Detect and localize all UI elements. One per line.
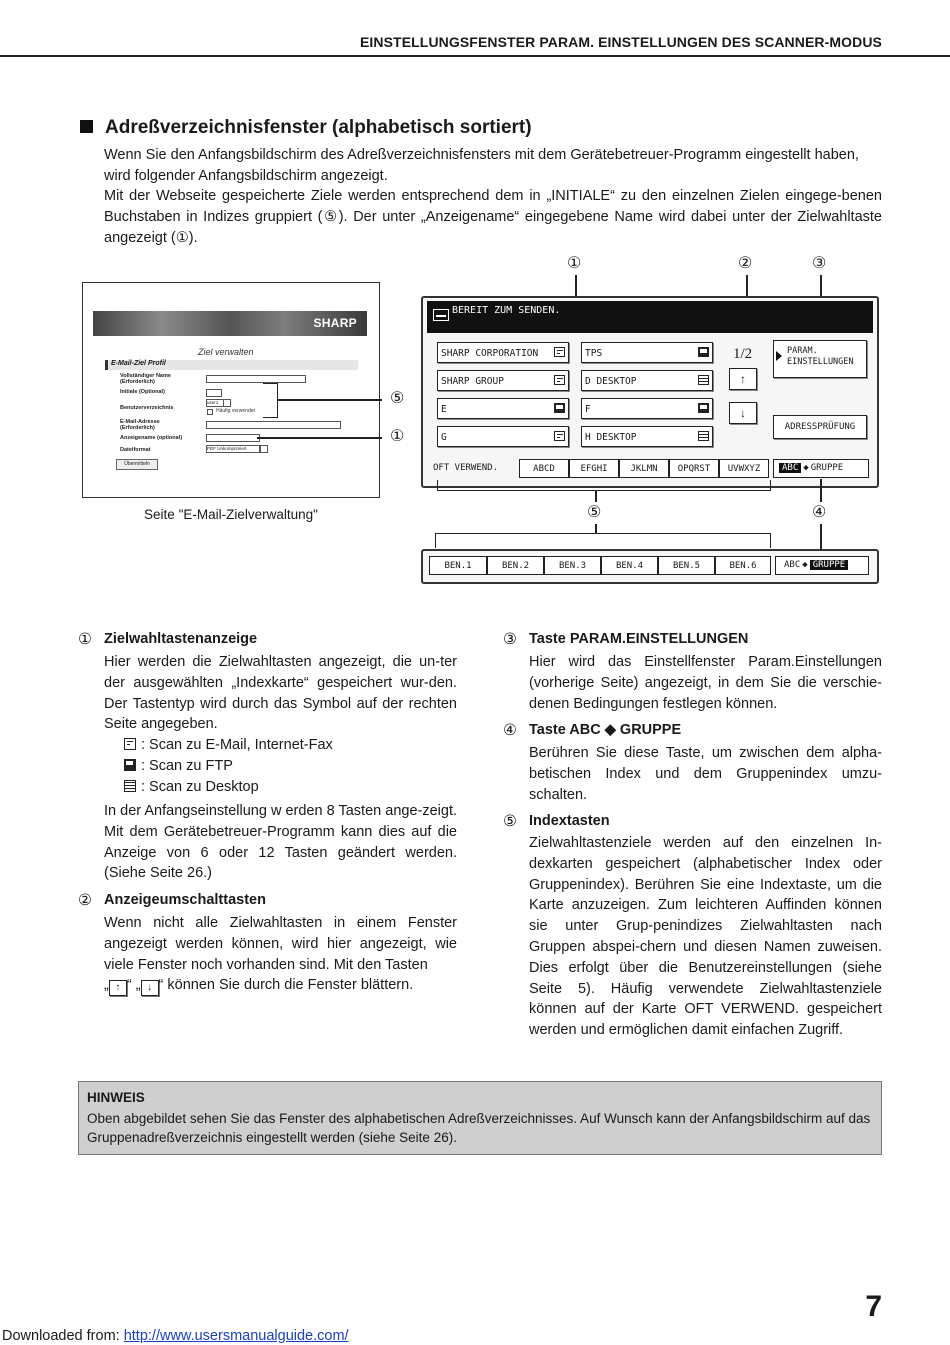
label-user-directory: Benutzerverzeichnis [120,405,174,411]
toggle-abc-label: ABC [779,463,801,473]
item-3-title: Taste PARAM.EINSTELLUNGEN [529,631,749,647]
item-4-text: Berühren Sie diese Taste, um zwischen dem alpha-betischen Index und dem Gruppenindex umzu-schalten. [529,745,882,803]
desktop-icon [698,375,709,385]
header-rule [0,55,950,57]
user-select-arrow[interactable] [223,399,231,407]
panel-status-bar [427,301,873,333]
mail-icon [554,375,565,385]
download-link[interactable]: http://www.usersmanualguide.com/ [123,1328,349,1344]
ftp-icon [554,403,565,413]
label-file-format: Dateiformat [120,447,151,453]
status-icon [433,309,449,321]
section-title-text: Adreßverzeichnisfenster (alphabetisch sortiert) [105,117,532,138]
abc-group-toggle[interactable] [773,459,869,478]
label-email: E-Mail-Adresse (Erforderlich) [120,419,160,431]
abc-group-toggle-2[interactable] [775,556,869,575]
form-title: E-Mail-Ziel Profil [111,360,166,367]
destination-key[interactable]: G [437,426,569,447]
address-book-panel [421,296,879,488]
full-name-field[interactable] [206,375,306,383]
frequent-checkbox[interactable] [207,409,213,415]
running-header: EINSTELLUNGSFENSTER PARAM. EINSTELLUNGEN DES SCANNER-MODUS [359,34,882,50]
callout-2-top: ② [738,255,753,272]
group-tab-5[interactable]: BEN.5 [658,556,715,575]
item-2-number: ② [78,892,92,909]
note-title: HINWEIS [87,1090,145,1105]
destination-key[interactable]: H DESKTOP [581,426,713,447]
ftp-icon [698,403,709,413]
diamond-arrows-icon: ◆ [803,463,809,473]
desktop-icon [698,431,709,441]
destination-key[interactable]: D DESKTOP [581,370,713,391]
scroll-up-button[interactable] [729,368,757,390]
callout-5-bracket [263,383,278,418]
item-2-title: Anzeigeumschalttasten [104,892,266,908]
file-format-select[interactable]: PDF Unkomprimiert [206,445,260,453]
callout-1-left: ① [390,428,405,445]
display-name-field[interactable] [206,434,260,442]
group-tab-3[interactable]: BEN.3 [544,556,601,575]
intro-paragraph-2: Mit der Webseite gespeicherte Ziele werden entsprechend dem in „INITIALE“ zu den einzelnen Zielen eingege-benen Buchstaben in Indizes gruppiert (⑤). Der unter „Anzeigename“ eingegebene Name wird dabei unter der Zielwahltaste angezeigt (①). [104,188,882,246]
item-1-text-2: In der Anfangseinstellung w erden 8 Tasten ange-zeigt. Mit dem Gerätebetreuer-Programm kann dies auf die Anzeige von 6 oder 12 Tasten geändert werden. (Siehe Seite 26.) [104,803,457,882]
item-1-text: Hier werden die Zielwahltasten angezeigt, die un-ter der ausgewählten „Indexkarte“ gespeichert wur-den. Der Tastentyp wird durch das Symbol auf der rechten Seite angegeben. [104,654,457,733]
initial-field[interactable] [206,389,222,397]
arrow-down-icon: ↓ [740,406,746,420]
web-page-heading: Ziel verwalten [198,347,254,357]
item-3-number: ③ [503,631,517,648]
label-initial: Initiale (Optional) [120,389,165,395]
destination-key[interactable]: F [581,398,713,419]
callout-5-bottom: ⑤ [587,504,602,521]
submit-button[interactable]: Übermitteln [116,459,158,470]
item-5-number: ⑤ [503,813,517,830]
group-tab-1[interactable]: BEN.1 [429,556,487,575]
section-title [80,117,532,139]
param-label-line2: EINSTELLUNGEN [787,357,854,367]
item-2-text: Wenn nicht alle Zielwahltasten in einem Fenster angezeigt werden können, wird hier angezeigt, wie viele Fenster noch vorhanden sind. Mit den Tasten [104,915,457,973]
destination-key[interactable]: TPS [581,342,713,363]
note-box [78,1081,882,1155]
callout-1-top: ① [567,255,582,272]
destination-key[interactable]: SHARP GROUP [437,370,569,391]
callout-4-bottom: ④ [812,504,827,521]
item-1-number: ① [78,631,92,648]
legend-ftp: : Scan zu FTP [124,758,233,774]
figure-caption: Seite "E-Mail-Zielverwaltung" [144,507,318,522]
callout-5-left-line [277,399,382,401]
diamond-arrows-icon: ◆ [802,560,808,570]
sharp-logo: SHARP [313,316,357,330]
callout-5-left: ⑤ [390,390,405,407]
item-5-title: Indextasten [529,813,610,829]
toggle-group-label: GRUPPE [810,463,844,473]
form-title-bar [105,360,358,370]
destination-key[interactable]: E [437,398,569,419]
sharp-banner [93,311,367,336]
index-tab-opqrst[interactable]: OPQRST [669,459,719,478]
param-settings-button[interactable] [773,340,867,378]
email-field[interactable] [206,421,341,429]
page-indicator: 1/2 [733,346,753,362]
legend-desktop: : Scan zu Desktop [124,779,259,795]
address-check-button[interactable]: ADRESSPRÜFUNG [773,415,867,439]
mail-icon [554,431,565,441]
scroll-down-button[interactable] [729,402,757,424]
destination-key[interactable]: SHARP CORPORATION [437,342,569,363]
param-label-line1: PARAM. [787,346,818,356]
frequent-label: Häufig verwendet [216,408,255,414]
group-index-bar [421,549,879,584]
desktop-icon [124,780,136,792]
legend-mail: : Scan zu E-Mail, Internet-Fax [124,737,333,753]
toggle-abc-label: ABC [784,560,801,570]
group-tab-6[interactable]: BEN.6 [715,556,771,575]
arrow-up-icon: ↑ [740,372,746,386]
group-tabs-bracket [435,533,771,548]
toggle-group-label: GRUPPE [810,560,849,570]
item-3-text: Hier wird das Einstellfenster Param.Einstellungen (vorherige Seite) angezeigt, in dem Sie die verschie-denen Bedingungen festlegen können. [529,654,882,712]
file-format-arrow[interactable] [260,445,268,453]
callout-5-stem-top [595,490,597,502]
mail-icon [554,347,565,357]
index-tab-frequent[interactable]: OFT VERWEND. [433,463,499,473]
label-display-name: Anzeigename (optional) [120,435,183,441]
status-message: BEREIT ZUM SENDEN. [452,305,561,316]
group-tab-2[interactable]: BEN.2 [487,556,544,575]
note-text: Oben abgebildet sehen Sie das Fenster des alphabetischen Adreßverzeichnisses. Auf Wunsch kann der Anfangsbildschirm auf das Gruppenadreßverzeichnis eingestellt werden (siehe Seite 26). [87,1111,871,1145]
item-4-title: Taste ABC ◆ GRUPPE [529,722,682,738]
group-tab-4[interactable]: BEN.4 [601,556,658,575]
triangle-right-icon [776,351,782,361]
page-number: 7 [865,1290,882,1323]
download-footer: Downloaded from: http://www.usersmanualguide.com/ [2,1328,349,1344]
index-tabs-bracket [437,480,771,491]
web-page-screenshot [82,282,380,498]
callout-3-top: ③ [812,255,827,272]
item-1-title: Zielwahltastenanzeige [104,631,258,647]
callout-4-stem-top [820,479,822,502]
index-tab-uvwxyz[interactable]: UVWXYZ [719,459,769,478]
index-tab-efghi[interactable]: EFGHI [569,459,619,478]
ftp-icon [698,347,709,357]
callout-4-stem-bottom [820,524,822,550]
item-4-number: ④ [503,722,517,739]
arrow-up-icon: ↑ [109,980,127,996]
item-5-text: Zielwahltastenziele werden auf den einzelnen In-dexkarten gespeichert (alphabetischer Index oder Gruppenindex). Berühren Sie eine Indextaste, um die Karte anzuzeigen. Zum leichteren Auffinden können sie unter Grup-penindizes Zielwahltasten nach Gruppen abspei-chern und diesen Namen zuweisen. Dies erfolgt über die Benutzereinstellungen (siehe Seite 5). Häufig verwendete Zielwahltastenziele können auf der Karte OFT VERWEND. gespeichert werden und ermöglichen damit einfachen Zugriff. [529,835,882,1039]
item-2-keys-line: „ ↑ “ „ ↓ “ können Sie durch die Fenster blättern. [104,975,457,996]
label-full-name: Vollständiger Name (Erforderlich) [120,373,171,385]
ftp-icon [124,759,136,771]
index-tab-jklmn[interactable]: JKLMN [619,459,669,478]
arrow-down-icon: ↓ [141,980,159,996]
index-tab-abcd[interactable]: ABCD [519,459,569,478]
square-bullet-icon [80,120,93,133]
mail-icon [124,738,136,750]
user-select[interactable]: user1 [206,399,224,407]
callout-1-left-line [257,437,382,439]
intro-paragraph-1: Wenn Sie den Anfangsbildschirm des Adreßverzeichnisfensters mit dem Gerätebetreuer-Programm eingestellt haben, wird folgender Anfangsbildschirm angezeigt. [104,147,859,184]
